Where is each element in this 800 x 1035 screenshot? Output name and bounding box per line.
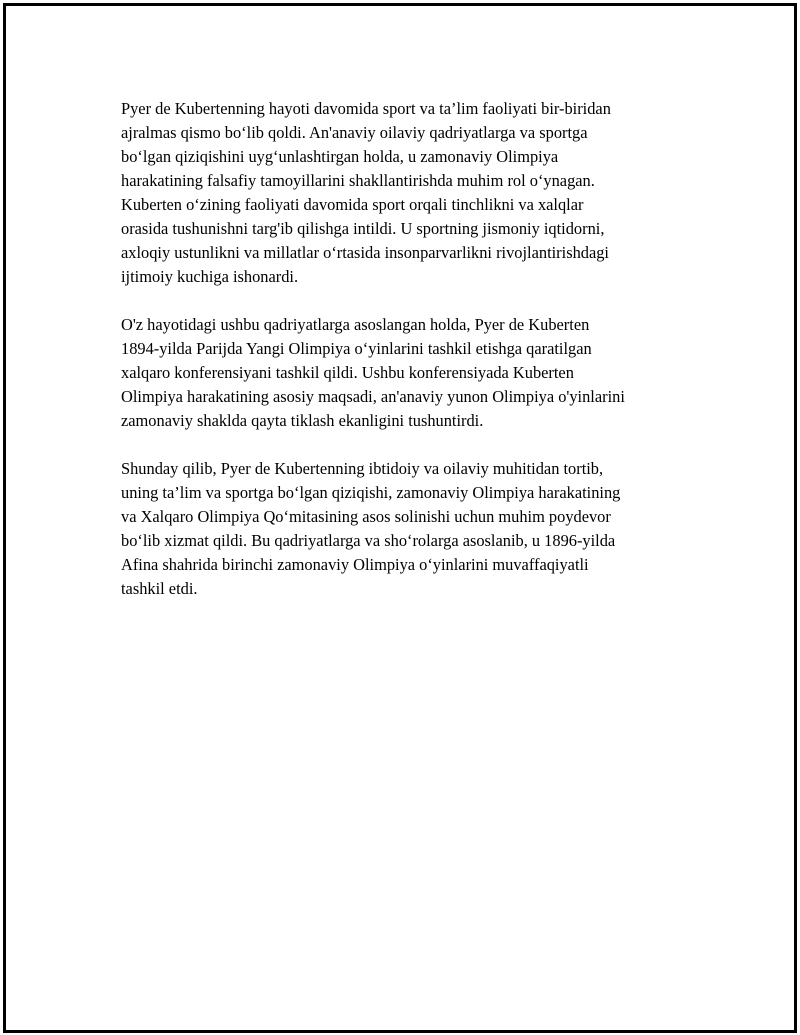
paragraph-2: O'z hayotidagi ushbu qadriyatlarga asoslangan holda, Pyer de Kuberten 1894-yilda Parijda Yangi Olimpiya o‘yinlarini tashkil etishga qaratilgan xalqaro konferensiyani tashkil qildi. Ushbu konferensiyada Kuberten Olimpiya harakatining asosiy maqsadi, an'anaviy yunon Olimpiya o'yinlarini zamonaviy shaklda qayta tiklash ekanligini tushuntirdi. [121,315,625,430]
page-border [3,3,797,1033]
document-body [121,97,696,625]
paragraph-3: Shunday qilib, Pyer de Kubertenning ibtidoiy va oilaviy muhitidan tortib, uning ta’lim va sportga bo‘lgan qiziqishi, zamonaviy Olimpiya harakatining va Xalqaro Olimpiya Qo‘mitasining asos solinishi uchun muhim poydevor bo‘lib xizmat qildi. Bu qadriyatlarga va sho‘rolarga asoslanib, u 1896-yilda Afina shahrida birinchi zamonaviy Olimpiya o‘yinlarini muvaffaqiyatli tashkil etdi. [121,459,621,598]
paragraph-1: Pyer de Kubertenning hayoti davomida sport va ta’lim faoliyati bir-biridan ajralmas qismo bo‘lib qoldi. An'anaviy oilaviy qadriyatlarga va sportga bo‘lgan qiziqishini uyg‘unlashtirgan holda, u zamonaviy Olimpiya harakatining falsafiy tamoyillarini shakllantirishda muhim rol o‘ynagan. Kuberten o‘zining faoliyati davomida sport orqali tinchlikni va xalqlar orasida tushunishni targ'ib qilishga intildi. U sportning jismoniy iqtidorni, axloqiy ustunlikni va millatlar o‘rtasida insonparvarlikni rivojlantirishdagi ijtimoiy kuchiga ishonardi. [121,99,611,286]
